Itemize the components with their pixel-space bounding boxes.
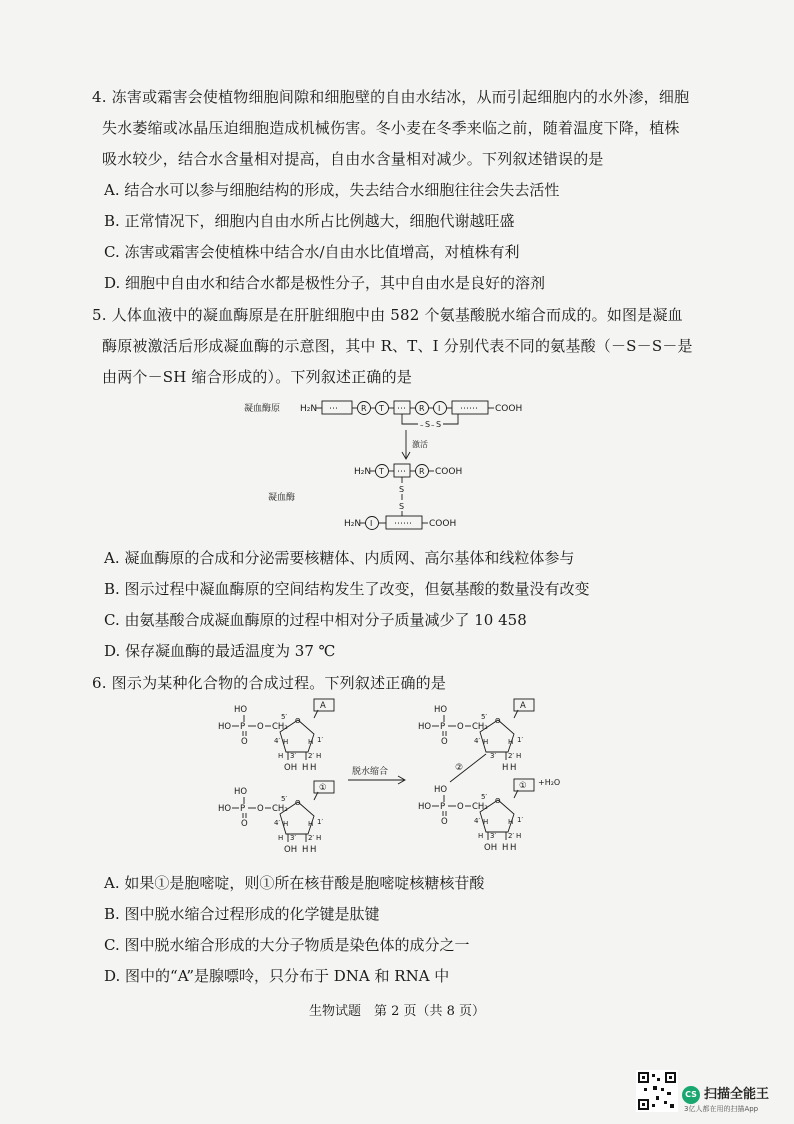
svg-text:S: S	[425, 420, 431, 429]
q5-option-c: C. 由氨基酸合成凝血酶原的过程中相对分子质量减少了 10 458	[104, 611, 527, 629]
svg-text:H: H	[310, 763, 317, 773]
q5-option-a: A. 凝血酶原的合成和分泌需要核糖体、内质网、高尔基体和线粒体参与	[104, 549, 575, 567]
h2n-label-1: H₂N	[300, 404, 318, 414]
dehydration-label: 脱水缩合	[352, 767, 389, 777]
svg-text:OH: OH	[284, 763, 298, 773]
svg-text:H: H	[302, 763, 309, 773]
svg-text:H: H	[510, 843, 517, 853]
nucleotide-left-bottom	[218, 781, 334, 855]
svg-text:H: H	[510, 763, 517, 773]
svg-text:O: O	[441, 737, 448, 747]
water-label: +H₂O	[538, 778, 561, 787]
svg-text:H: H	[278, 752, 284, 760]
dots-1: ⋯	[329, 404, 338, 414]
svg-text:3′: 3′	[290, 752, 297, 760]
svg-text:A: A	[520, 701, 526, 711]
svg-text:CH₂: CH₂	[472, 802, 488, 812]
svg-text:H: H	[308, 738, 314, 746]
q6-option-a: A. 如果①是胞嘧啶，则①所在核苷酸是胞嘧啶核糖核苷酸	[104, 874, 485, 892]
h2n-label-2: H₂N	[354, 467, 372, 477]
q4-option-d: D. 细胞中自由水和结合水都是极性分子，其中自由水是良好的溶剂	[104, 274, 546, 292]
svg-text:O: O	[495, 797, 501, 805]
svg-text:2′: 2′	[308, 834, 315, 842]
cooh-label-1: COOH	[495, 404, 523, 414]
svg-text:⋯⋯: ⋯⋯	[460, 404, 478, 414]
q4-stem-line-2: 失水萎缩或冰晶压迫细胞造成机械伤害。冬小麦在冬季来临之前，随着温度下降，植株	[102, 119, 680, 137]
svg-text:5′: 5′	[481, 793, 488, 801]
svg-text:H: H	[508, 738, 514, 746]
svg-text:P: P	[440, 722, 446, 732]
svg-text:H: H	[283, 820, 289, 828]
svg-text:3′: 3′	[290, 834, 297, 842]
svg-text:H: H	[308, 820, 314, 828]
svg-text:2′: 2′	[508, 752, 515, 760]
svg-text:1′: 1′	[517, 816, 524, 824]
svg-text:HO: HO	[418, 722, 432, 732]
svg-text:S: S	[399, 502, 405, 511]
thrombin-activation-diagram	[240, 392, 540, 538]
svg-text:T: T	[379, 404, 384, 413]
svg-text:H: H	[483, 738, 489, 746]
svg-text:4′: 4′	[474, 737, 481, 745]
svg-text:H: H	[516, 832, 522, 840]
svg-text:HO: HO	[234, 787, 248, 797]
svg-text:H: H	[302, 845, 309, 855]
svg-text:S: S	[399, 485, 405, 494]
q4-stem-line-3: 吸水较少，结合水含量相对提高，自由水含量相对减少。下列叙述错误的是	[102, 150, 604, 168]
camscanner-logo: CS	[682, 1086, 700, 1104]
q4-option-a: A. 结合水可以参与细胞结构的形成，失去结合水细胞往往会失去活性	[104, 181, 560, 199]
svg-text:HO: HO	[418, 802, 432, 812]
q4-stem-line-1: 4. 冻害或霜害会使植物细胞间隙和细胞壁的自由水结冰，从而引起细胞内的水外渗，细胞	[92, 88, 690, 106]
svg-text:O: O	[441, 817, 448, 827]
svg-text:HO: HO	[434, 785, 448, 795]
bond-2-label: ②	[455, 763, 464, 773]
q4-option-c: C. 冻害或霜害会使植株中结合水/自由水比值增高，对植株有利	[104, 243, 520, 261]
svg-text:⋯: ⋯	[397, 467, 406, 477]
svg-text:3′: 3′	[490, 752, 497, 760]
svg-text:A: A	[320, 701, 326, 711]
svg-text:CH₂: CH₂	[272, 722, 288, 732]
qr-code-icon	[636, 1070, 678, 1112]
svg-text:4′: 4′	[274, 819, 281, 827]
svg-text:4′: 4′	[474, 817, 481, 825]
svg-text:O: O	[457, 802, 464, 812]
svg-text:CH₂: CH₂	[472, 722, 488, 732]
svg-text:O: O	[495, 717, 501, 725]
nucleotide-left-top	[218, 699, 334, 773]
q6-option-b: B. 图中脱水缩合过程形成的化学键是肽键	[104, 905, 380, 923]
svg-text:T: T	[379, 467, 384, 476]
q5-stem-line-1: 5. 人体血液中的凝血酶原是在肝脏细胞中由 582 个氨基酸脱水缩合而成的。如图是凝血	[92, 306, 683, 324]
q5-option-b: B. 图示过程中凝血酶原的空间结构发生了改变，但氨基酸的数量没有改变	[104, 580, 590, 598]
svg-text:HO: HO	[234, 705, 248, 715]
svg-text:R: R	[361, 404, 367, 413]
svg-text:S: S	[436, 420, 442, 429]
svg-text:1′: 1′	[517, 736, 524, 744]
svg-text:P: P	[240, 804, 246, 814]
svg-text:HO: HO	[218, 804, 232, 814]
svg-text:HO: HO	[218, 722, 232, 732]
cooh-label-3: COOH	[429, 519, 457, 529]
q5-stem-line-2: 酶原被激活后形成凝血酶的示意图，其中 R、T、I 分别代表不同的氨基酸（－S－S－是	[102, 337, 693, 355]
svg-text:I: I	[370, 519, 373, 528]
svg-text:2′: 2′	[308, 752, 315, 760]
svg-text:H: H	[278, 834, 284, 842]
nucleotide-right-bottom	[418, 779, 534, 853]
thrombin-label: 凝血酶	[268, 493, 296, 503]
prothrombin-label: 凝血酶原	[244, 404, 281, 414]
scanner-tagline: 3亿人都在用的扫描App	[684, 1105, 759, 1113]
scanner-app-name: 扫描全能王	[704, 1087, 770, 1102]
svg-text:5′: 5′	[281, 795, 288, 803]
activate-label: 激活	[412, 440, 428, 449]
svg-text:O: O	[241, 819, 248, 829]
svg-text:5′: 5′	[281, 713, 288, 721]
svg-text:H: H	[310, 845, 317, 855]
svg-text:R: R	[419, 404, 425, 413]
svg-text:O: O	[241, 737, 248, 747]
svg-text:H: H	[283, 738, 289, 746]
svg-text:OH: OH	[284, 845, 298, 855]
svg-text:R: R	[419, 467, 425, 476]
svg-text:①: ①	[519, 781, 527, 791]
q5-stem-line-3: 由两个－SH 缩合形成的）。下列叙述正确的是	[102, 368, 413, 386]
svg-text:CH₂: CH₂	[272, 804, 288, 814]
svg-text:–: –	[420, 421, 424, 429]
svg-text:H: H	[508, 818, 514, 826]
svg-text:HO: HO	[434, 705, 448, 715]
svg-text:H: H	[478, 832, 484, 840]
svg-text:1′: 1′	[317, 736, 324, 744]
svg-text:H: H	[516, 752, 522, 760]
svg-text:H: H	[316, 752, 322, 760]
svg-text:O: O	[257, 722, 264, 732]
svg-text:2′: 2′	[508, 832, 515, 840]
q6-stem: 6. 图示为某种化合物的合成过程。下列叙述正确的是	[92, 674, 447, 692]
svg-text:P: P	[240, 722, 246, 732]
svg-text:O: O	[457, 722, 464, 732]
svg-text:1′: 1′	[317, 818, 324, 826]
svg-text:⋯: ⋯	[397, 404, 406, 414]
q4-option-b: B. 正常情况下，细胞内自由水所占比例越大，细胞代谢越旺盛	[104, 212, 515, 230]
svg-text:5′: 5′	[481, 713, 488, 721]
q5-option-d: D. 保存凝血酶的最适温度为 37 ℃	[104, 642, 336, 660]
svg-text:I: I	[438, 404, 441, 413]
svg-text:O: O	[257, 804, 264, 814]
cooh-label-2: COOH	[435, 467, 463, 477]
svg-text:P: P	[440, 802, 446, 812]
q6-option-d: D. 图中的“A”是腺嘌呤，只分布于 DNA 和 RNA 中	[104, 967, 450, 985]
svg-text:4′: 4′	[274, 737, 281, 745]
svg-text:⋯⋯: ⋯⋯	[394, 519, 412, 529]
svg-text:O: O	[295, 717, 301, 725]
q6-option-c: C. 图中脱水缩合形成的大分子物质是染色体的成分之一	[104, 936, 470, 954]
svg-text:O: O	[295, 799, 301, 807]
svg-text:H: H	[483, 818, 489, 826]
svg-text:3′: 3′	[490, 832, 497, 840]
svg-text:OH: OH	[484, 843, 498, 853]
svg-text:H: H	[502, 763, 509, 773]
svg-text:H: H	[502, 843, 509, 853]
svg-text:–: –	[431, 421, 435, 429]
svg-text:①: ①	[319, 783, 327, 793]
nucleotide-condensation-diagram	[210, 698, 580, 856]
svg-text:H: H	[316, 834, 322, 842]
h2n-label-3: H₂N	[344, 519, 362, 529]
page-footer: 生物试题 第 2 页（共 8 页）	[308, 1004, 486, 1019]
